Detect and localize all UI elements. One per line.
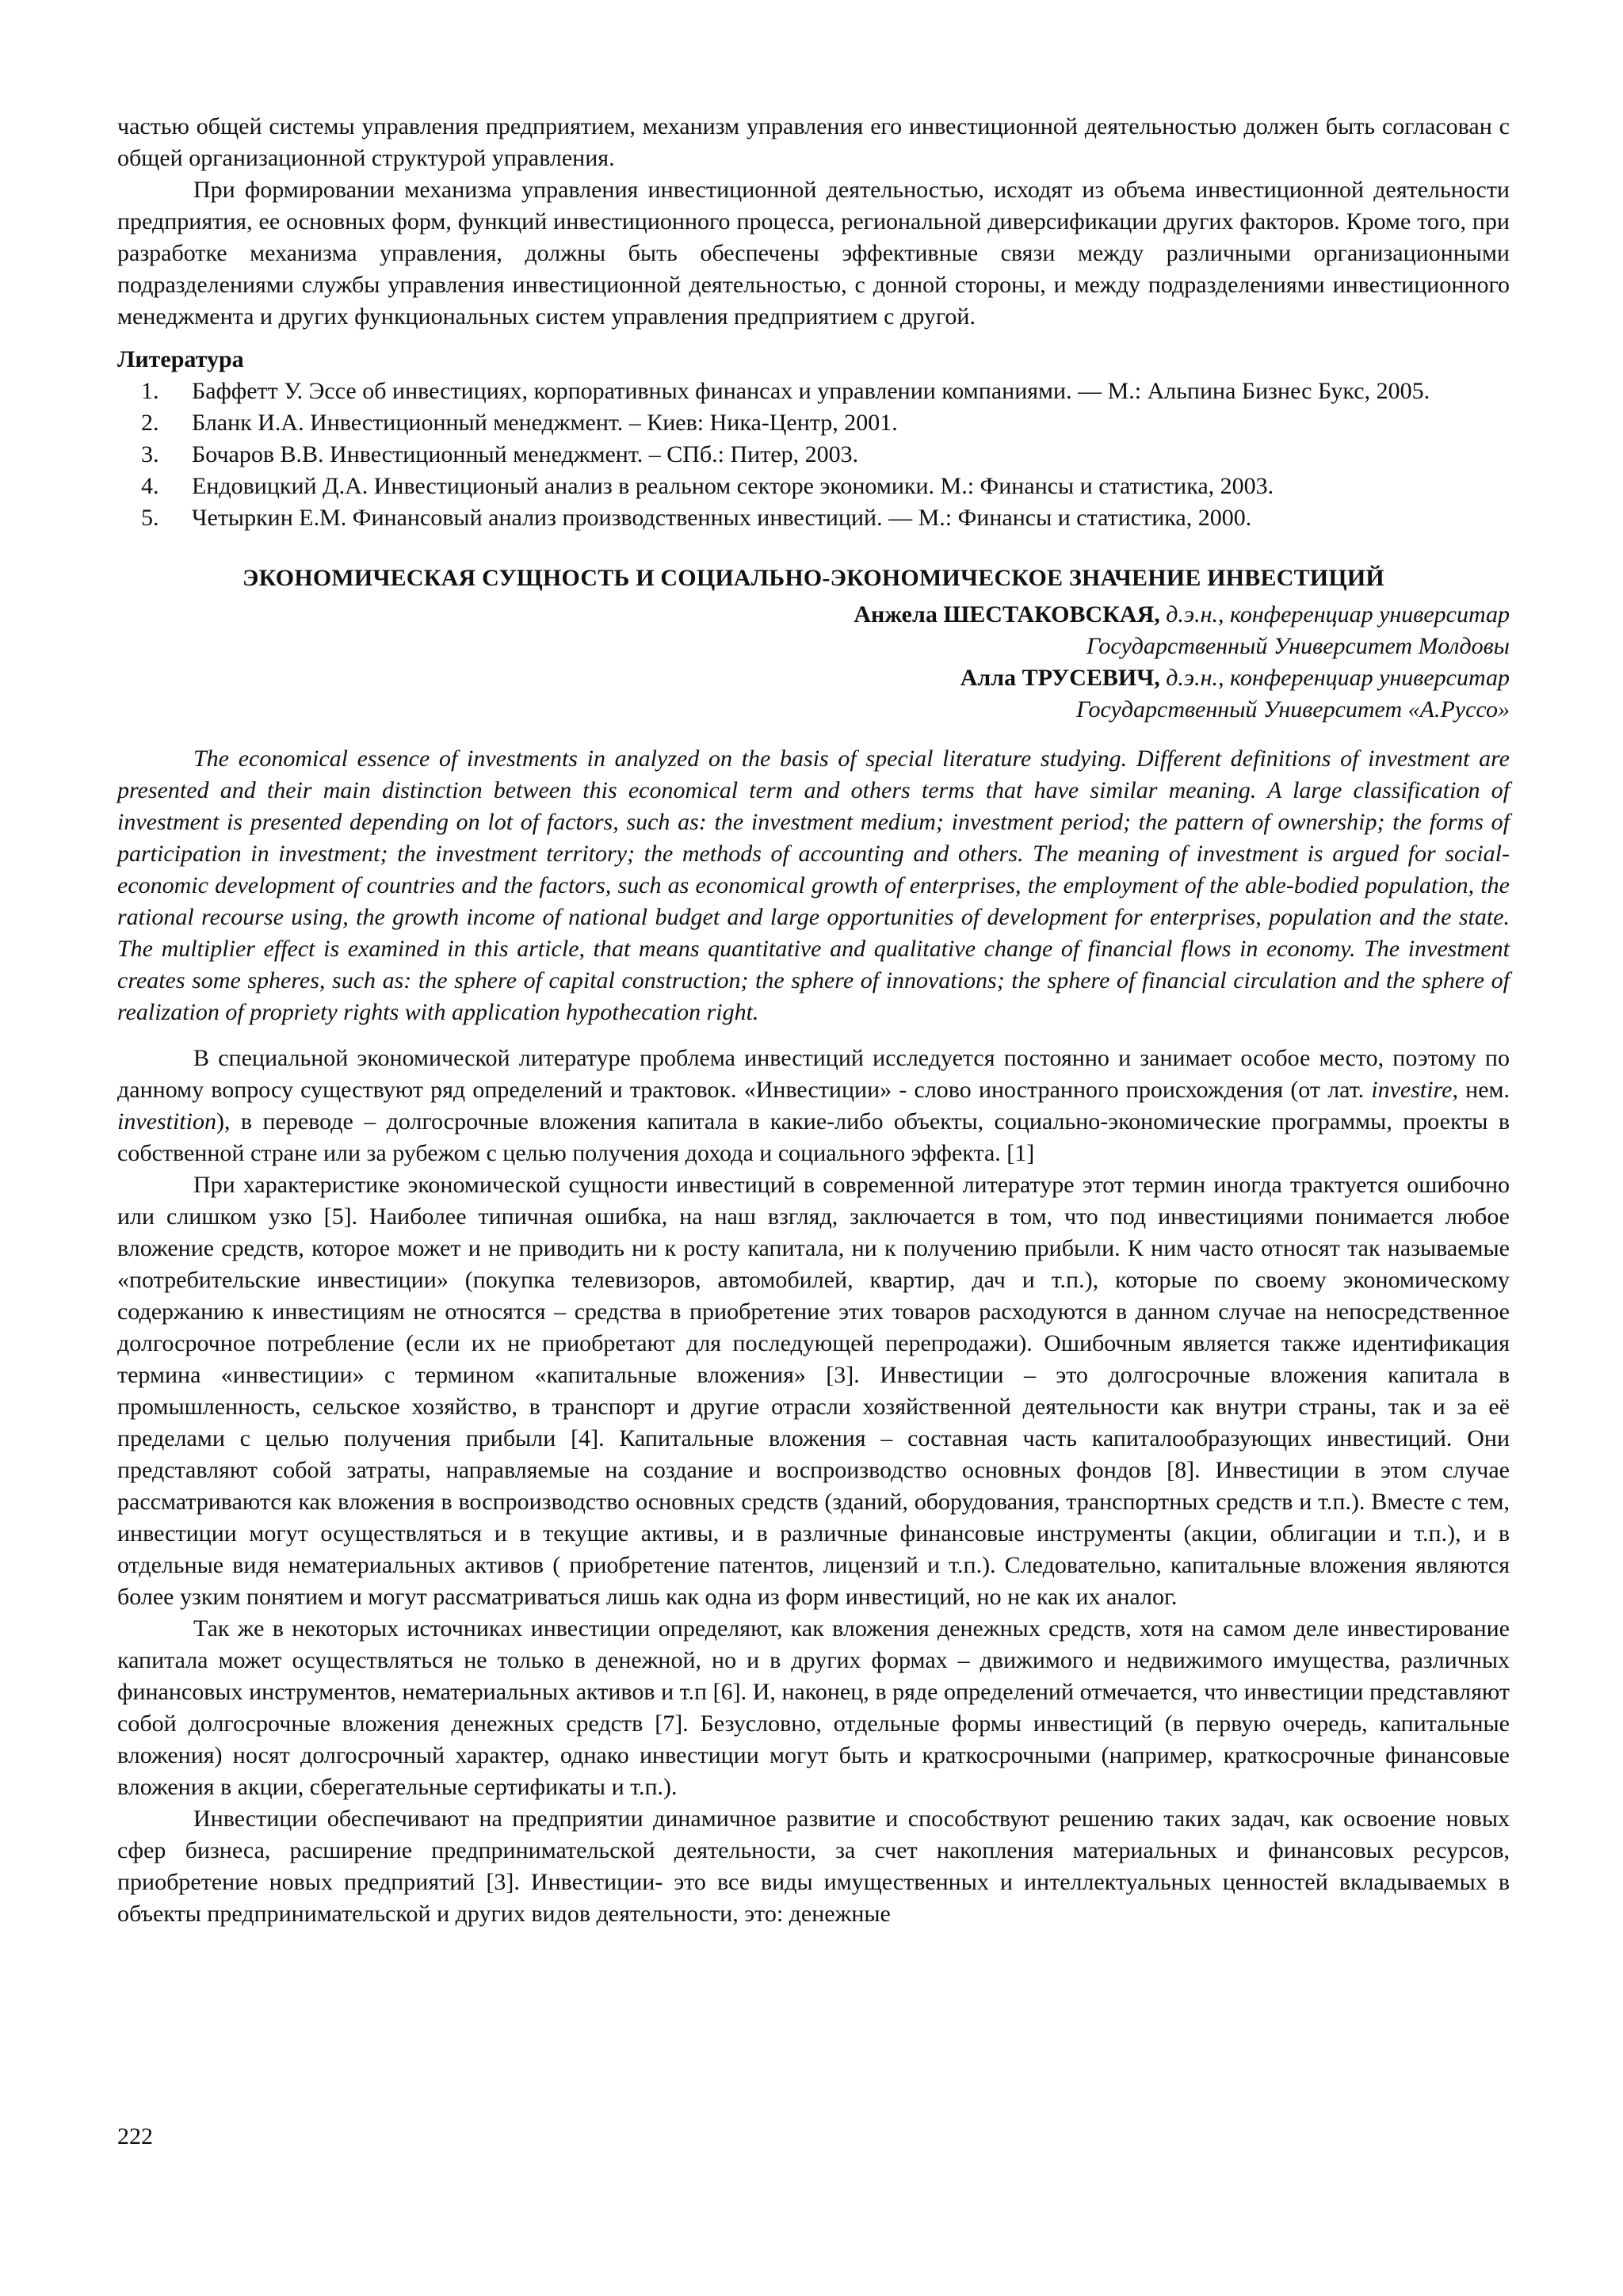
body-paragraph-3: Так же в некоторых источниках инвестиции определяют, как вложения денежных средств, хотя на самом деле инвестирование капитала может осуществляться не только в денежной, но и в других формах – движимого и недвижимого имущества, различных финансовых инструментов, нематериальных активов и т.п [6]. И, наконец, в ряде определений отмечается, что инвестиции представляют собой долгосрочные вложения денежных средств [7]. Безусловно, отдельные формы инвестиций (в первую очередь, капитальные вложения) носят долгосрочный характер, однако инвестиции могут быть и краткосрочными (например, краткосрочные финансовые вложения в акции, сберегательные сертификаты и т.п.). [117,1615,1510,1800]
intro-paragraph-2: При формировании механизма управления инвестиционной деятельностью, исходят из объема инвестиционной деятельности предприятия, ее основных форм, функций инвестиционного процесса, региональной диверсификации других факторов. Кроме того, при разработке механизма управления, должны быть обеспечены эффективные связи между различными организационными подразделениями службы управления инвестиционной деятельностью, с донной стороны, и между подразделениями инвестиционного менеджмента и других функциональных систем управления предприятием с другой. [117,177,1510,330]
body-paragraph-2: При характеристике экономической сущности инвестиций в современной литературе этот термин иногда трактуется ошибочно или слишком узко [5]. Наиболее типичная ошибка, на наш взгляд, заключается в том, что под инвестициями понимается любое вложение средств, которое может и не приводить ни к росту капитала, ни к получению прибыли. К ним часто относят так называемые «потребительские инвестиции» (покупка телевизоров, автомобилей, квартир, дач и т.п.), которые по своему экономическому содержанию к инвестициям не относятся – средства в приобретение этих товаров расходуются в данном случае на непосредственное долгосрочное потребление (если их не приобретают для последующей перепродажи). Ошибочным является также идентификация термина «инвестиции» с термином «капитальные вложения» [3]. Инвестиции – это долгосрочные вложения капитала в промышленность, сельское хозяйство, в транспорт и другие отрасли хозяйственной деятельности как внутри страны, так и за её пределами с целью получения прибыли [4]. Капитальные вложения – составная часть капиталообразующих инвестиций. Они представляют собой затраты, направляемые на создание и воспроизводство основных фондов [8]. Инвестиции в этом случае рассматриваются как вложения в воспроизводство основных средств (зданий, оборудования, транспортных средств и т.п.). Вместе с тем, инвестиции могут осуществляться и в текущие активы, и в различные финансовые инструменты (акции, облигации и т.п.), и в отдельные видя нематериальных активов ( приобретение патентов, лицензий и т.п.). Следовательно, капитальные вложения являются более узким понятием и могут рассматриваться лишь как одна из форм инвестиций, но не как их аналог. [117,1172,1510,1610]
body-paragraph-1 [117,1043,1510,1169]
references-list [117,376,1510,534]
authors-block [117,599,1510,726]
article-title: ЭКОНОМИЧЕСКАЯ СУЩНОСТЬ И СОЦИАЛЬНО-ЭКОНОМИЧЕСКОЕ ЗНАЧЕНИЕ ИНВЕСТИЦИЙ [242,565,1384,591]
text-run: нем. [1457,1077,1510,1103]
german-term: investition [117,1108,216,1135]
text-run: ), в переводе – долгосрочные вложения капитала в какие-либо объекты, социально-экономические программы, проекты в собственной стране или за рубежом с целью получения дохода и социального эффекта. [1] [117,1108,1510,1166]
abstract: The economical essence of investments in analyzed on the basis of special literature studying. Different definitions of investment are presented and their main distinction between this economical term and others terms that have similar meaning. A large classification of investment is presented depending on lot of factors, such as: the investment medium; investment period; the pattern of ownership; the forms of participation in investment; the investment territory; the methods of accounting and others. The meaning of investment is argued for social-economic development of countries and the factors, such as economical growth of enterprises, the employment of the able-bodied population, the rational recourse using, the growth income of national budget and large opportunities of development for enterprises, population and the state. The multiplier effect is examined in this article, that means quantitative and qualitative change of financial flows in economy. The investment creates some spheres, such as: the sphere of capital construction; the sphere of innovations; the sphere of financial circulation and the sphere of realization of propriety rights with application hypothecation right. [117,746,1510,1025]
reference-item [117,407,1510,439]
author-position: д.э.н., конференциар университар [1166,665,1510,691]
latin-term: investire, [1371,1077,1458,1103]
author-affiliation: Государственный Университет Молдовы [1086,633,1510,659]
reference-item [117,376,1510,407]
author-name: Алла ТРУСЕВИЧ, [960,665,1160,691]
reference-item [117,439,1510,471]
reference-item [117,471,1510,502]
author-position: д.э.н., конференциар университар [1166,601,1510,627]
reference-number: 3. [141,441,159,467]
reference-text: Баффетт У. Эссе об инвестициях, корпоративных финансах и управлении компаниями. — М.: Альпина Бизнес Букс, 2005. [192,378,1430,404]
reference-number: 4. [141,473,159,499]
author-line [117,599,1510,631]
reference-item [117,502,1510,534]
reference-text: Ендовицкий Д.А. Инвестиционый анализ в реальном секторе экономики. М.: Финансы и статистика, 2003. [192,473,1274,499]
author-affiliation: Государственный Университет «А.Руссо» [1075,696,1510,723]
reference-number: 5. [141,505,159,531]
page-content [117,111,1510,1930]
body-paragraph-4: Инвестиции обеспечивают на предприятии динамичное развитие и способствуют решению таких задач, как освоение новых сфер бизнеса, расширение предпринимательской деятельности, за счет накопления материальных и финансовых ресурсов, приобретение новых предприятий [3]. Инвестиции- это все виды имущественных и интеллектуальных ценностей вкладываемых в объекты предпринимательской и других видов деятельности, это: денежные [117,1806,1510,1927]
reference-number: 2. [141,410,159,436]
page-number: 222 [117,2123,153,2149]
reference-text: Четыркин Е.М. Финансовый анализ производственных инвестиций. — М.: Финансы и статистика, 2000. [192,505,1252,531]
references-title: Литература [117,346,244,372]
reference-text: Бланк И.А. Инвестиционный менеджмент. – Киев: Ника-Центр, 2001. [192,410,898,436]
text-run: В специальной экономической литературе проблема инвестиций исследуется постоянно и занимает особое место, поэтому по данному вопросу существуют ряд определений и трактовок. «Инвестиции» - слово иностранного происхождения (от лат. [117,1045,1510,1103]
author-name: Анжела ШЕСТАКОВСКАЯ, [854,601,1160,627]
reference-number: 1. [141,378,159,404]
reference-text: Бочаров В.В. Инвестиционный менеджмент. – СПб.: Питер, 2003. [192,441,859,467]
author-line [117,662,1510,694]
intro-paragraph-1: частью общей системы управления предприятием, механизм управления его инвестиционной деятельностью должен быть согласован с общей организационной структурой управления. [117,113,1510,171]
